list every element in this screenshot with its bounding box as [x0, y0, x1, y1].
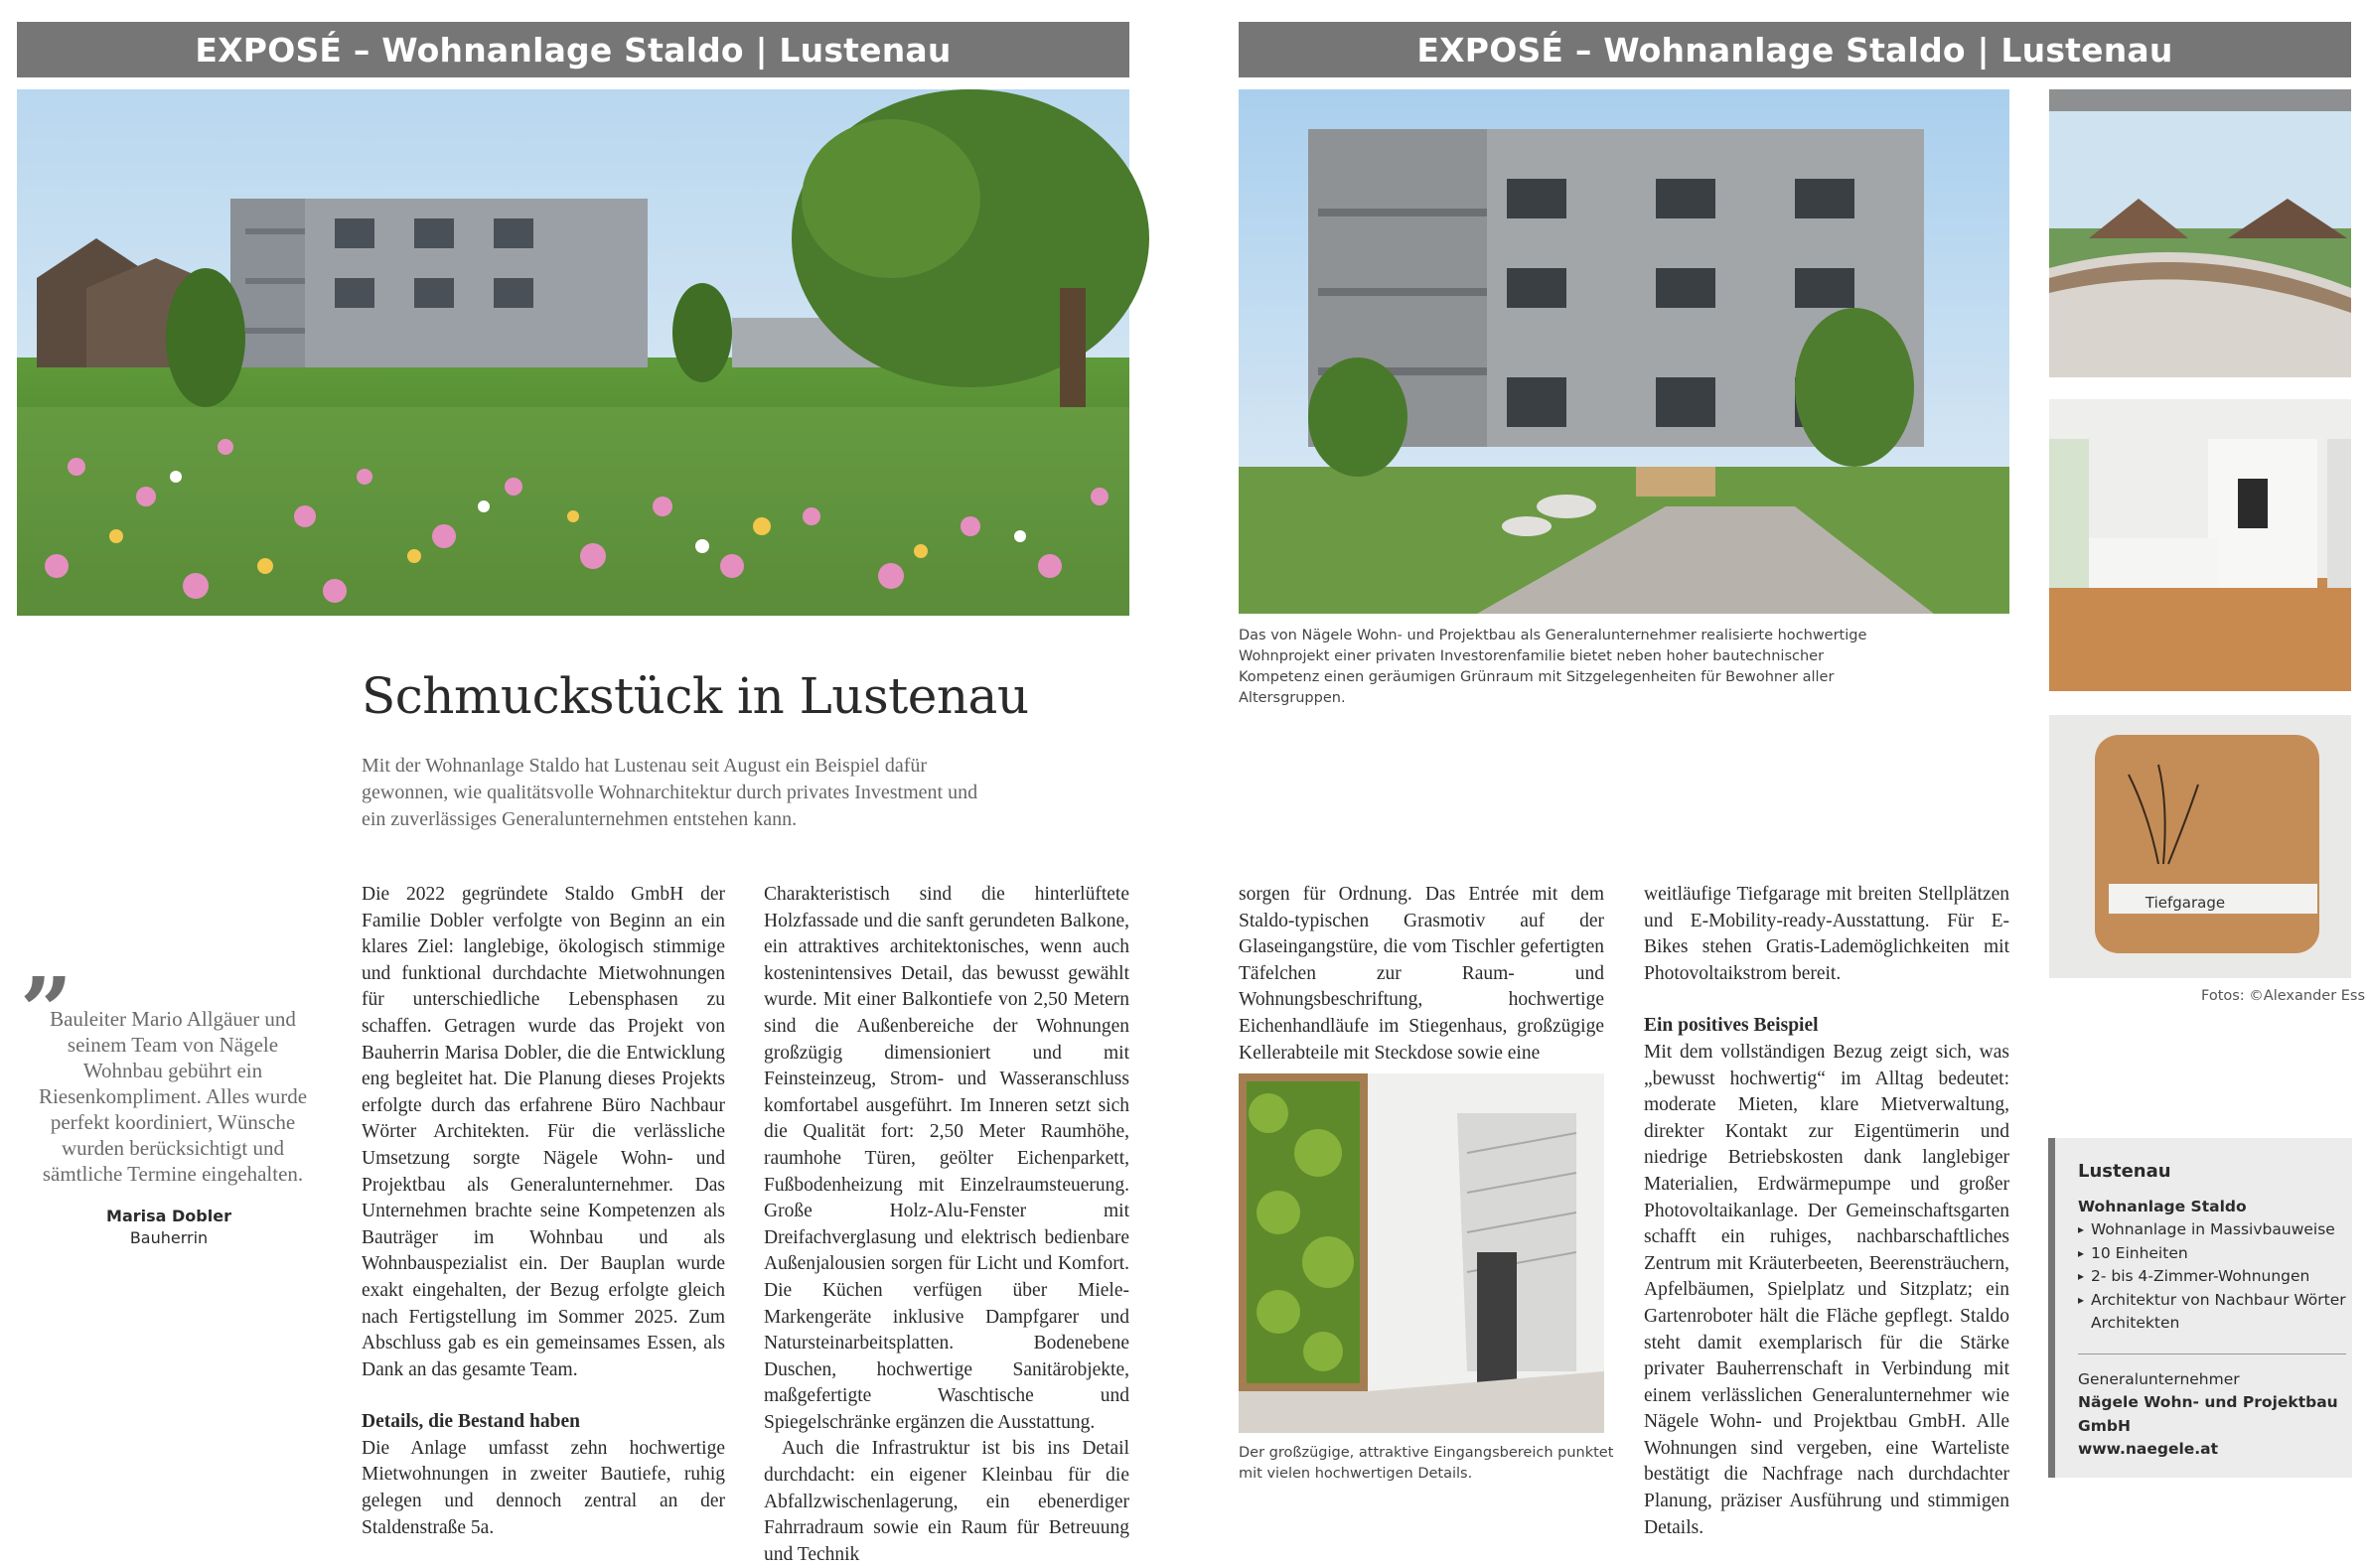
- col2-paragraph-1: Charakteristisch sind die hinterlüftete Holzfassade und die sanft gerundeten Balkone, ein attraktives architektonisches, wenn auch kostenintensives Detail, das bewusst gewählt wurde. Mit einer Balkontiefe von 2,50 Metern sind die Außenbereiche der Wohnungen großzügig dimensioniert und mit Feinsteinzeug, Strom- und Wasseranschluss komfortabel ausgeführt. Im Inneren setzt sich die Qualität fort: 2,50 Meter Raumhöhe, raumhohe Türen, geölter Eichenparkett, Fußbodenheizung mit Einzelraumsteuerung. Große Holz-Alu-Fenster mit Dreifachverglasung und elektrisch bedienbare Außenjalousien sorgen für Licht und Komfort. Die Küchen verfügen über Miele-Markengeräte inklusive Dampfgarer und Natursteinarbeitsplatten. Bodenebene Duschen, hochwertige Sanitärobjekte, maßgefertigte Waschtische und Spiegelschränke ergänzen die Ausstattung.: [764, 884, 1129, 1433]
- fact-box-item: ▸ Architektur von Nachbaur Wörter Architekten: [2078, 1289, 2346, 1336]
- quote-author-role: Bauherrin: [129, 1228, 209, 1247]
- article-headline: Schmuckstück in Lustenau: [362, 667, 1029, 725]
- photo-credit: Fotos: ©Alexander Ess: [2201, 988, 2366, 1004]
- col4-subheading: Ein positives Beispiel: [1644, 1015, 1819, 1037]
- col4-paragraph-2: Mit dem vollständigen Bezug zeigt sich, was „bewusst hochwertig“ im Alltag bedeutet: moderate Mieten, klare Mietverwaltung, direkter Kontakt zur Eigentümerin und niedrige Betriebskosten dank langlebiger Materialien, Erdwärmepumpe und großer Photovoltaikanlage. Der Gemeinschaftsgarten schafft ein ruhiges, nachbarschaftliches Zentrum mit Kräuterbeeten, Beerensträuchern, Apfelbäumen, Spielplatz und Sitzplatz; ein Gartenroboter hält die Fläche gepflegt. Staldo steht damit exemplarisch für die Stärke privater Bauherrenschaft in Verbindung mit einem verlässlichen Generalunternehmer wie Nägele Wohn- und Projektbau GmbH. Alle Wohnungen sind vergeben, eine Warteliste bestätigt die Nachfrage nach durchdachter Planung, präziser Ausführung und stimmigen Details.: [1644, 1041, 2009, 1538]
- right-page-banner: EXPOSÉ – Wohnanlage Staldo | Lustenau: [1239, 22, 2351, 77]
- article-lead: Mit der Wohnanlage Staldo hat Lustenau seit August ein Beispiel dafür gewonnen, wie qualitätsvolle Wohnarchitektur durch privates Investment und ein zuverlässiges Generalunternehmen entstehen kann.: [362, 755, 978, 830]
- col3-paragraph-1: sorgen für Ordnung. Das Entrée mit dem Staldo-typischen Grasmotiv auf der Glaseingangstüre, die vom Tischler gefertigten Täfelchen zur Raum- und Wohnungsbeschriftung, hochwertige Eichenhandläufe im Stiegenhaus, großzügige Kellerabteile mit Steckdose sowie eine: [1239, 884, 1604, 1064]
- fact-box-list: [2078, 1218, 2346, 1336]
- col1-subheading: Details, die Bestand haben: [362, 1411, 580, 1433]
- caption-entrance-photo: Der großzügige, attraktive Eingangsbereich punktet mit vielen hochwertigen Details.: [1239, 1445, 1614, 1482]
- col1-paragraph-1: Die 2022 gegründete Staldo GmbH der Familie Dobler verfolgte von Beginn an ein klares Ziel: langlebige, ökologisch stimmige und funktional durchdachte Mietwohnungen für unterschiedliche Lebensphasen zu schaffen. Getragen wurde das Projekt von Bauherrin Marisa Dobler, die die Entwicklung eng begleitet hat. Die Planung dieses Projekts erfolgte durch das erfahrene Büro Nachbaur Wörter Architekten. Für die verlässliche Umsetzung sorgte Nägele Wohn- und Projektbau als Generalunternehmer. Das Unternehmen brachte seine Kompetenzen als Bauträger im Wohnbau und als Wohnbauspezialist ein. Der Bauplan wurde exakt eingehalten, der Bezug erfolgte gleich nach Fertigstellung im Sommer 2025. Zum Abschluss gab es ein gemeinsames Essen, als Dank an das gesamte Team.: [362, 884, 725, 1380]
- entrance-photo: [1239, 1073, 1604, 1433]
- caption-main-photo: Das von Nägele Wohn- und Projektbau als Generalunternehmer realisierte hochwertige Wohnprojekt einer privaten Investorenfamilie bietet neben hoher bautechnischer Kompetenz einen geräumigen Grünraum mit Sitzgelegenheiten für Bewohner aller Altersgruppen.: [1239, 628, 1867, 706]
- article-column-3: [1239, 882, 1604, 1067]
- facade-photo: [1239, 89, 2009, 614]
- quote-author-name: Marisa Dobler: [106, 1207, 231, 1225]
- fact-box: [2048, 1138, 2352, 1478]
- fact-box-website-link[interactable]: www.naegele.at: [2078, 1440, 2219, 1458]
- article-column-2: [764, 882, 1129, 1568]
- article-column-4: [1644, 882, 2009, 1541]
- sign-label: Tiefgarage: [2145, 894, 2226, 912]
- kitchen-photo: [2049, 399, 2351, 691]
- hero-photo-meadow: [17, 89, 1129, 616]
- fact-box-title: Lustenau: [2078, 1161, 2171, 1182]
- quote-attribution: [60, 1206, 278, 1249]
- fact-box-subtitle: Wohnanlage Staldo: [2078, 1197, 2247, 1215]
- quote-mark-icon: ”: [20, 957, 73, 1065]
- fact-box-gc-label: Generalunternehmer: [2078, 1369, 2240, 1388]
- balcony-photo: [2049, 89, 2351, 377]
- fact-box-item: ▸ 10 Einheiten: [2078, 1242, 2346, 1266]
- col4-paragraph-1: weitläufige Tiefgarage mit breiten Stellplätzen und E-Mobility-ready-Ausstattung. Für E-Bikes stehen Gratis-Lademöglichkeiten mit Photovoltaikstrom bereit.: [1644, 884, 2009, 984]
- left-page-banner: EXPOSÉ – Wohnanlage Staldo | Lustenau: [17, 22, 1129, 77]
- fact-box-item: ▸ Wohnanlage in Massivbauweise: [2078, 1218, 2346, 1242]
- fact-box-gc-name: Nägele Wohn- und Projektbau GmbH: [2078, 1393, 2338, 1435]
- sign-photo: [2049, 715, 2351, 978]
- fact-box-accent-bar: [2048, 1138, 2055, 1478]
- pull-quote: Bauleiter Mario Allgäuer und seinem Team von Nägele Wohnbau gebührt ein Riesenkompliment. Alles wurde perfekt koordiniert, Wünsche wurden berücksichtigt und sämtliche Termine eingehalten.: [38, 1007, 308, 1186]
- col1-paragraph-2: Die Anlage umfasst zehn hochwertige Mietwohnungen in zweiter Bautiefe, ruhig gelegen und dennoch zentral an der Staldenstraße 5a.: [362, 1437, 725, 1538]
- article-column-1: [362, 882, 725, 1541]
- col2-paragraph-2: Auch die Infrastruktur ist bis ins Detail durchdacht: ein eigener Kleinbau für die Abfallzwischenlagerung, ein ebenerdiger Fahrradraum sowie ein Raum für Betreuung und Technik: [764, 1438, 1129, 1565]
- fact-box-item: ▸ 2- bis 4-Zimmer-Wohnungen: [2078, 1265, 2346, 1289]
